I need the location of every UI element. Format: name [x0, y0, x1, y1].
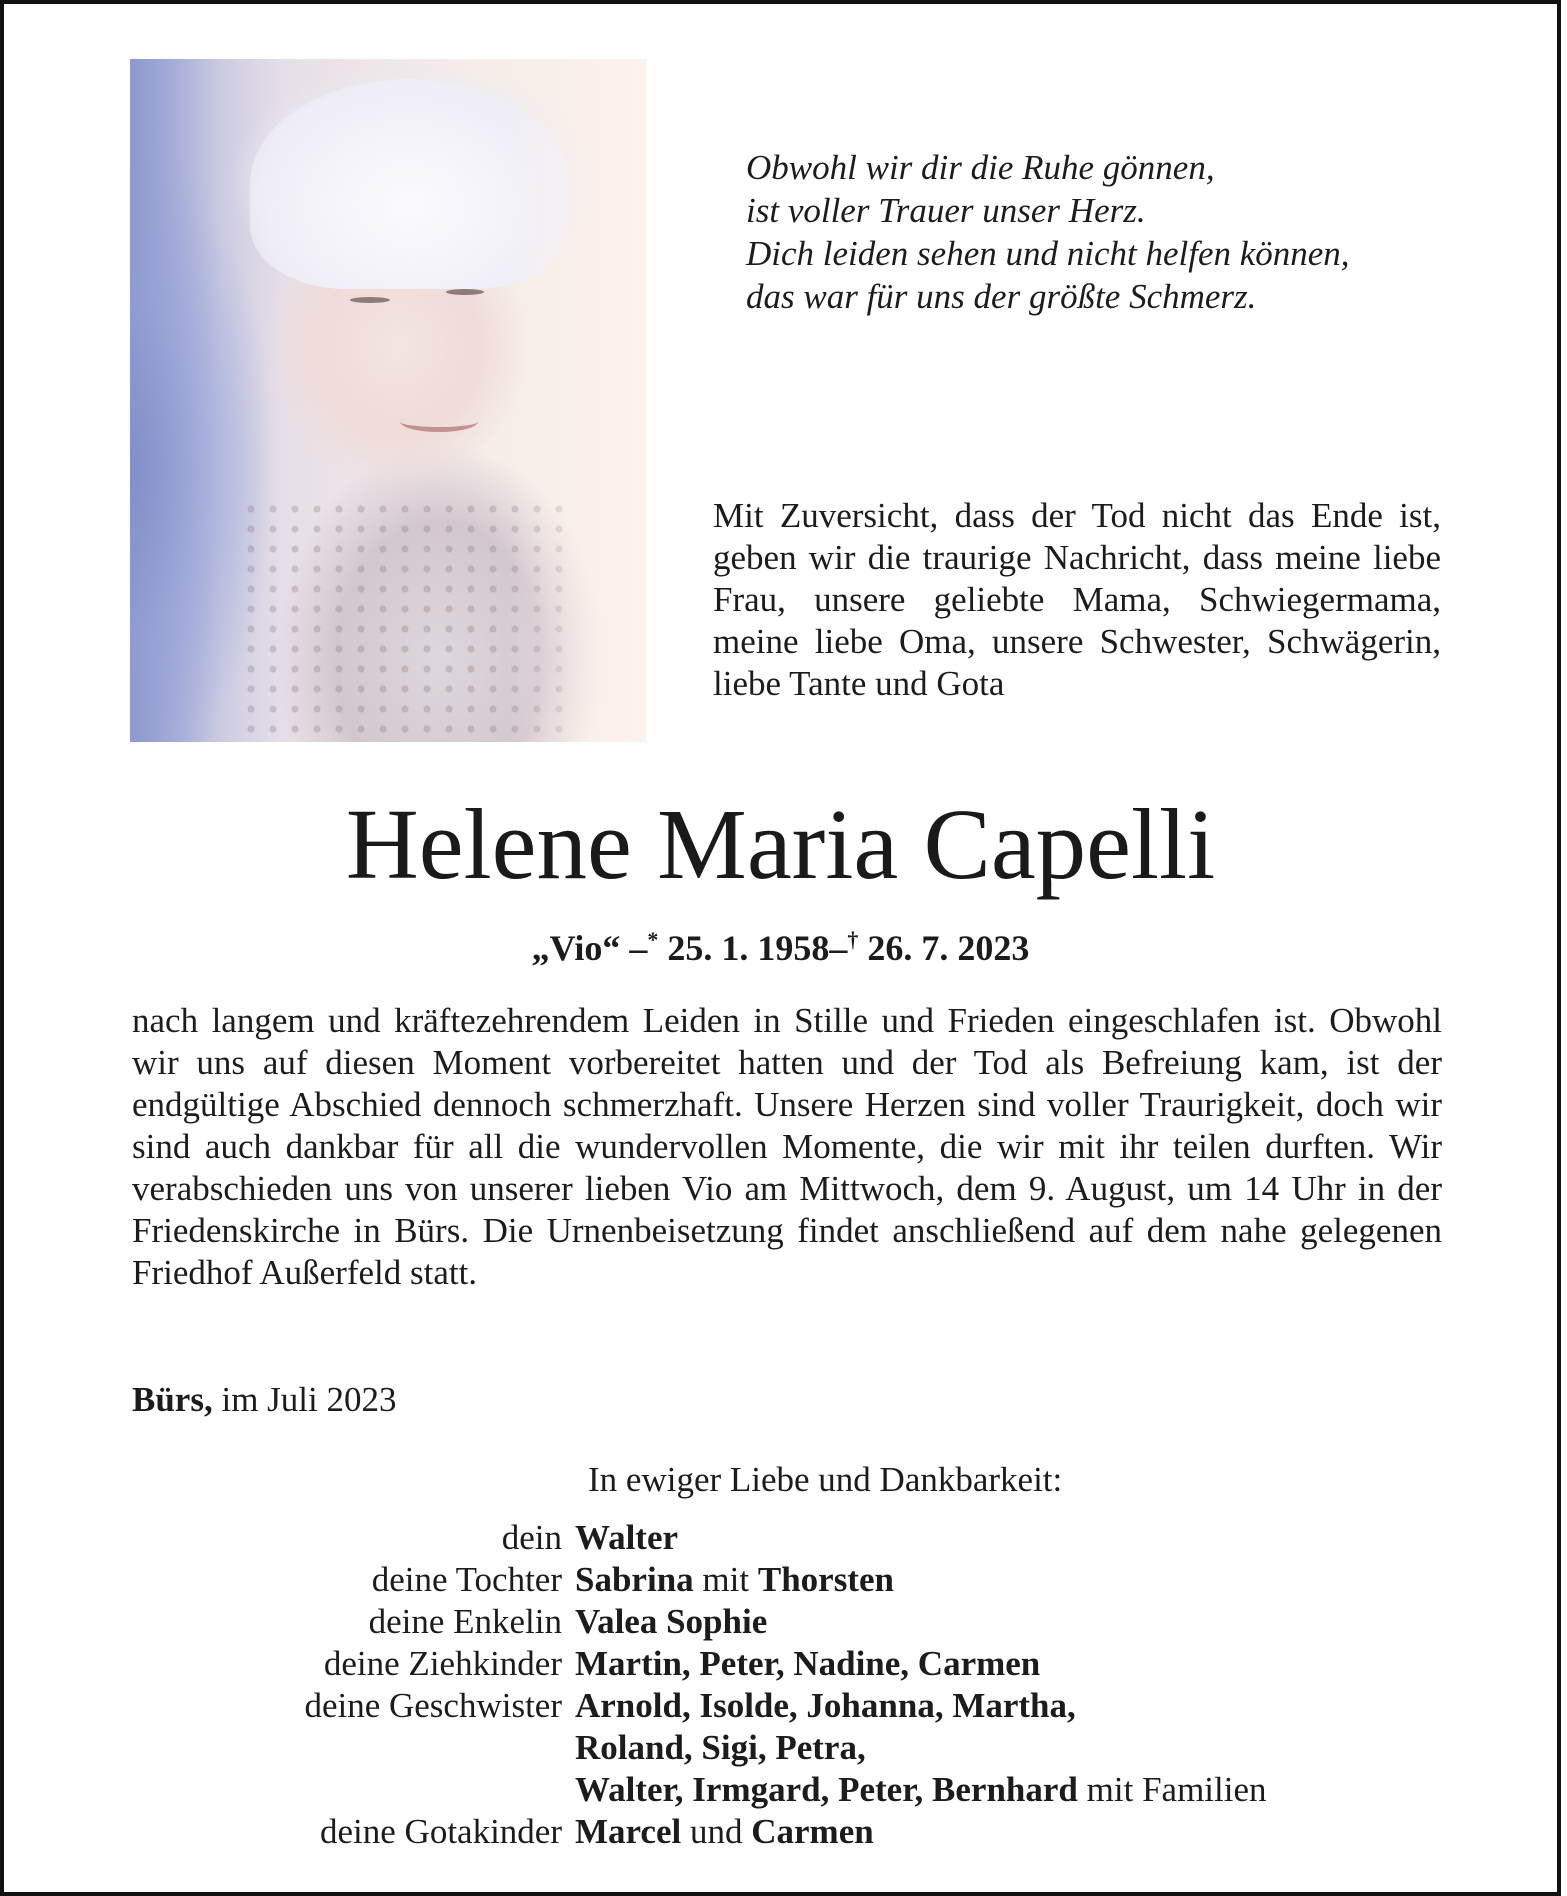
- death-symbol: †: [847, 927, 859, 952]
- place-city: Bürs,: [132, 1380, 213, 1419]
- family-list: [132, 1517, 1452, 1853]
- family-member-name: Sabrina: [575, 1560, 694, 1599]
- poem-line: Obwohl wir dir die Ruhe gönnen,: [746, 148, 1215, 187]
- nickname: „Vio“: [531, 928, 621, 968]
- photo-mouth: [400, 411, 478, 432]
- family-member-name: Marcel: [575, 1812, 682, 1851]
- dash-separator: –: [629, 928, 648, 968]
- photo-shade-left: [130, 59, 220, 742]
- poem-line: das war für uns der größte Schmerz.: [746, 277, 1257, 316]
- poem: [746, 146, 1350, 318]
- family-connector: mit: [693, 1560, 758, 1599]
- portrait-photo: [130, 59, 646, 742]
- dash-separator: –: [829, 928, 848, 968]
- family-member-name: Carmen: [751, 1812, 874, 1851]
- family-names: [575, 1769, 1267, 1811]
- deceased-name: Helene Maria Capelli: [345, 788, 1216, 900]
- family-member-name: Martin, Peter, Nadine, Carmen: [575, 1644, 1041, 1683]
- family-row: [132, 1769, 1452, 1811]
- birth-symbol: *: [647, 927, 659, 952]
- family-relation: deine Ziehkinder: [323, 1644, 562, 1683]
- family-connector: und: [681, 1812, 752, 1851]
- family-member-name: Walter: [575, 1518, 679, 1557]
- family-member-name: Arnold, Isolde, Johanna, Martha,: [575, 1686, 1076, 1725]
- family-names: [575, 1559, 894, 1601]
- intro-paragraph: Mit Zuversicht, dass der Tod nicht das Ende ist, geben wir die traurige Nachricht, dass meine liebe Frau, unsere geliebte Mama, Schwiegermama, meine liebe Oma, unsere Schwester, Schwägerin, liebe Tante und Gota: [713, 496, 1441, 703]
- family-relation: [132, 1727, 575, 1769]
- life-dates: [4, 918, 1557, 970]
- poem-line: Dich leiden sehen und nicht helfen können,: [746, 234, 1350, 273]
- family-names: [575, 1643, 1040, 1685]
- family-relation: [132, 1769, 575, 1811]
- family-row: [132, 1811, 1452, 1853]
- death-date: 26. 7. 2023: [867, 928, 1030, 968]
- family-relation: deine Tochter: [371, 1560, 562, 1599]
- photo-shade-right: [506, 59, 646, 742]
- family-relation: deine Enkelin: [368, 1602, 562, 1641]
- family-row: [132, 1517, 1452, 1559]
- closing-line: In ewiger Liebe und Dankbarkeit:: [588, 1460, 1063, 1499]
- place-month: im Juli 2023: [221, 1380, 397, 1419]
- family-relation: deine Geschwister: [304, 1686, 562, 1725]
- family-member-name: Walter, Irmgard, Peter, Bernhard: [575, 1770, 1078, 1809]
- photo-eye-left: [350, 297, 390, 303]
- family-member-name: Thorsten: [757, 1560, 894, 1599]
- family-row: [132, 1685, 1452, 1727]
- family-row: [132, 1559, 1452, 1601]
- family-relation: deine Gotakinder: [320, 1812, 562, 1851]
- family-names: [575, 1685, 1076, 1727]
- family-member-name: Roland, Sigi, Petra,: [575, 1728, 866, 1767]
- family-names: [575, 1601, 767, 1643]
- family-names: [575, 1517, 678, 1559]
- photo-eye-right: [446, 289, 484, 295]
- family-row: [132, 1601, 1452, 1643]
- family-names: [575, 1811, 874, 1853]
- poem-line: ist voller Trauer unser Herz.: [746, 191, 1146, 230]
- family-member-name: Valea Sophie: [575, 1602, 768, 1641]
- place-date: [132, 1379, 397, 1421]
- family-connector: mit Familien: [1077, 1770, 1267, 1809]
- birth-date: 25. 1. 1958: [667, 928, 830, 968]
- body-paragraph: nach langem und kräftezehrendem Leiden in Stille und Frieden eingeschlafen ist. Obwohl wir uns auf diesen Moment vorbereitet hatten und der Tod als Befreiung kam, ist der endgültige Abschied dennoch schmerzhaft. Unsere Herzen sind voller Traurigkeit, doch wir sind auch dankbar für all die wundervollen Momente, die wir mit ihr teilen durften. Wir verabschieden uns von unserer lieben Vio am Mittwoch, dem 9. August, um 14 Uhr in der Friedenskirche in Bürs. Die Urnenbeisetzung findet anschließend auf dem nahe gelegenen Friedhof Außerfeld statt.: [132, 1001, 1442, 1292]
- family-row: [132, 1727, 1452, 1769]
- family-relation: dein: [501, 1518, 562, 1557]
- family-row: [132, 1643, 1452, 1685]
- family-names: [575, 1727, 866, 1769]
